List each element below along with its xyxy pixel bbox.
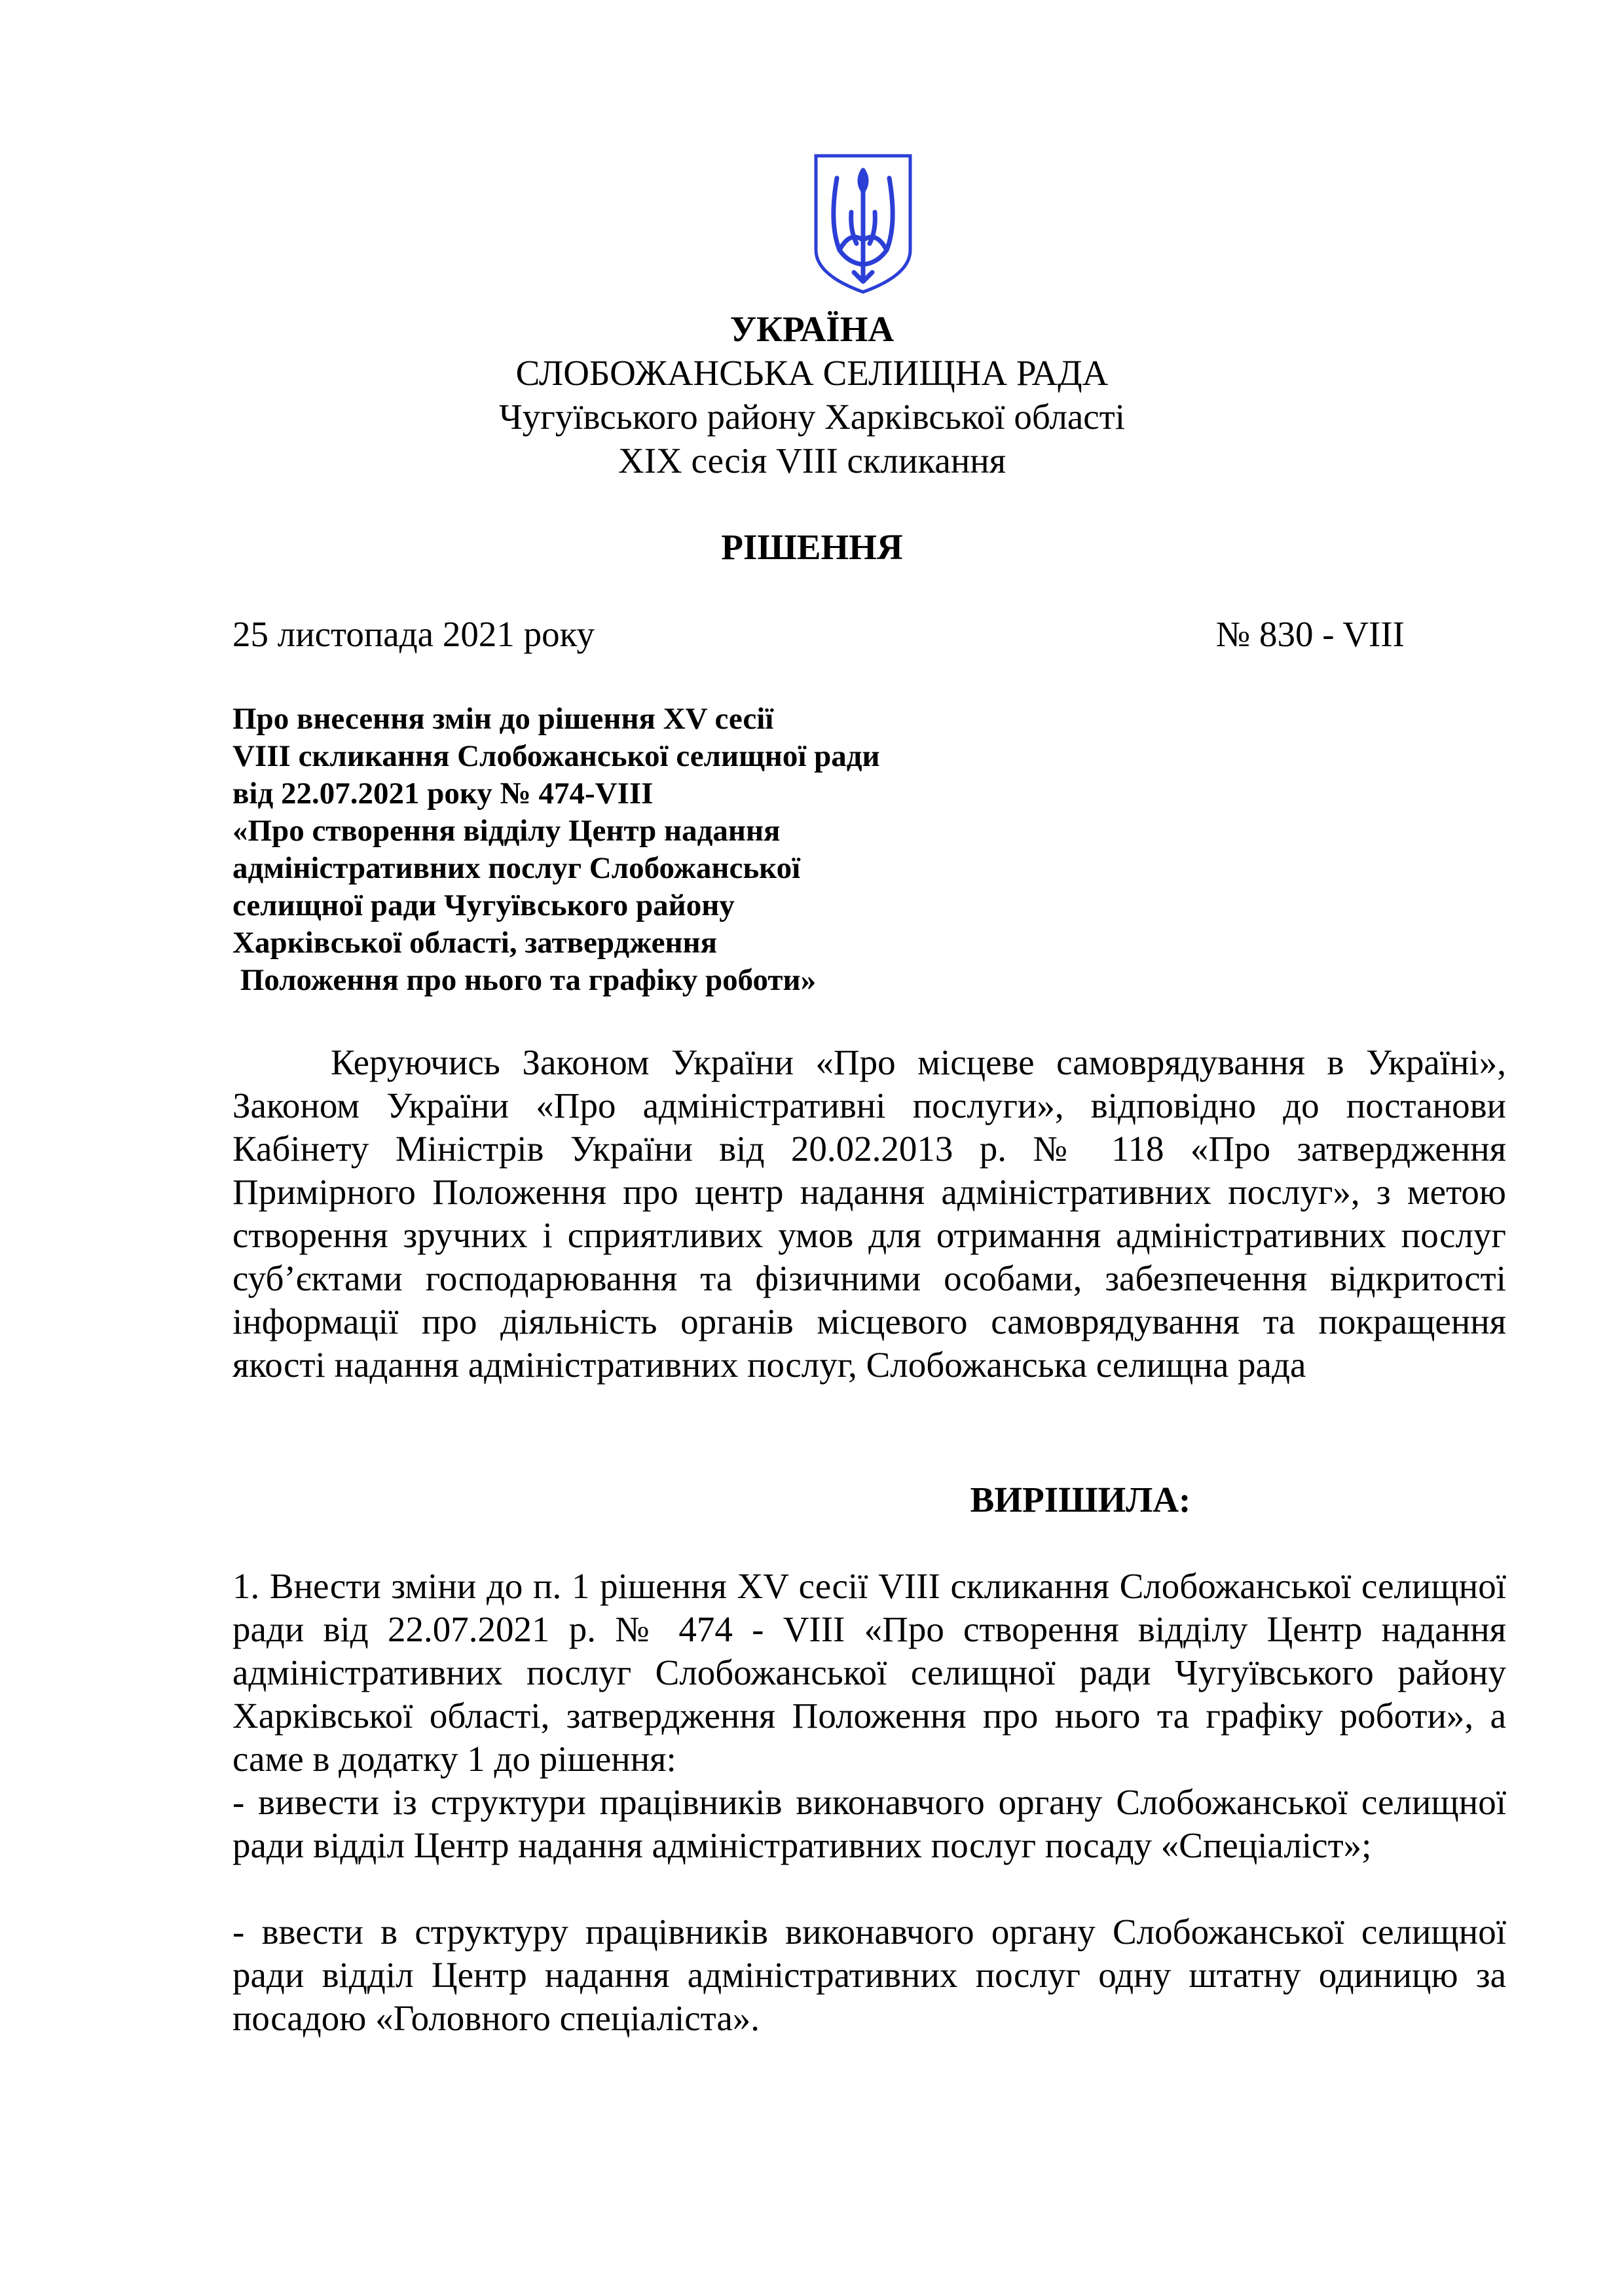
decision-item-1: 1. Внести зміни до п. 1 рішення XV сесії VIII скликання Слобожанської селищної ради від 22.07.2021 р. № 474 - VIII «Про створення відділу Центр надання адміністративних послуг Слобожанської селищної ради Чугуївського району Харківської області, затвердження Положення про нього та графіку роботи», а саме в додатку 1 до рішення: <box>232 1566 1506 1779</box>
subject-line: VIII скликання Слобожанської селищної ради <box>232 739 880 773</box>
decision-number: № 830 - VIII <box>1215 614 1405 654</box>
subject-line: адміністративних послуг Слобожанської <box>232 851 801 885</box>
subject-line: «Про створення відділу Центр надання <box>232 814 781 848</box>
decision-date: 25 листопада 2021 року <box>232 614 595 654</box>
subject-line: Харківської області, затвердження <box>232 926 718 960</box>
ukraine-coat-of-arms-icon <box>811 152 915 296</box>
document-type-title: РІШЕННЯ <box>721 527 903 567</box>
subject-line: Положення про нього та графіку роботи» <box>232 963 817 997</box>
preamble-paragraph: Керуючись Законом України «Про місцеве самоврядування в Україні», Законом України «Про адміністративні послуги», відповідно до постанови Кабінету Міністрів України від 20.02.2013 р. № 118 «Про затвердження Примірного Положення про центр надання адміністративних послуг», з метою створення зручних і сприятливих умов для отримання адміністративних послуг суб’єктами господарювання та фізичними особами, забезпечення відкритості інформації про діяльність органів місцевого самоврядування та покращення якості надання адміністративних послуг, Слобожанська селищна рада <box>232 1042 1506 1385</box>
decision-subject <box>232 701 1149 999</box>
council-name: СЛОБОЖАНСЬКА СЕЛИЩНА РАДА <box>515 353 1109 393</box>
district-name: Чугуївського району Харківської області <box>498 397 1126 437</box>
country-name: УКРАЇНА <box>729 309 895 349</box>
subject-line: селищної ради Чугуївського району <box>232 888 735 922</box>
decision-bullet-add-position: - ввести в структуру працівників виконавчого органу Слобожанської селищної ради відділ Центр надання адміністративних послуг одну штатну одиницю за посадою «Головного спеціаліста». <box>232 1912 1506 2038</box>
decided-heading: ВИРІШИЛА: <box>970 1480 1191 1520</box>
decision-bullet-remove-position: - вивести із структури працівників виконавчого органу Слобожанської селищної ради відділ Центр надання адміністративних послуг посаду «Спеціаліст»; <box>232 1782 1506 1865</box>
subject-line: Про внесення змін до рішення XV сесії <box>232 702 774 736</box>
subject-line: від 22.07.2021 року № 474-VIII <box>232 776 654 811</box>
session-info: XIX сесія VIII скликання <box>618 441 1006 481</box>
